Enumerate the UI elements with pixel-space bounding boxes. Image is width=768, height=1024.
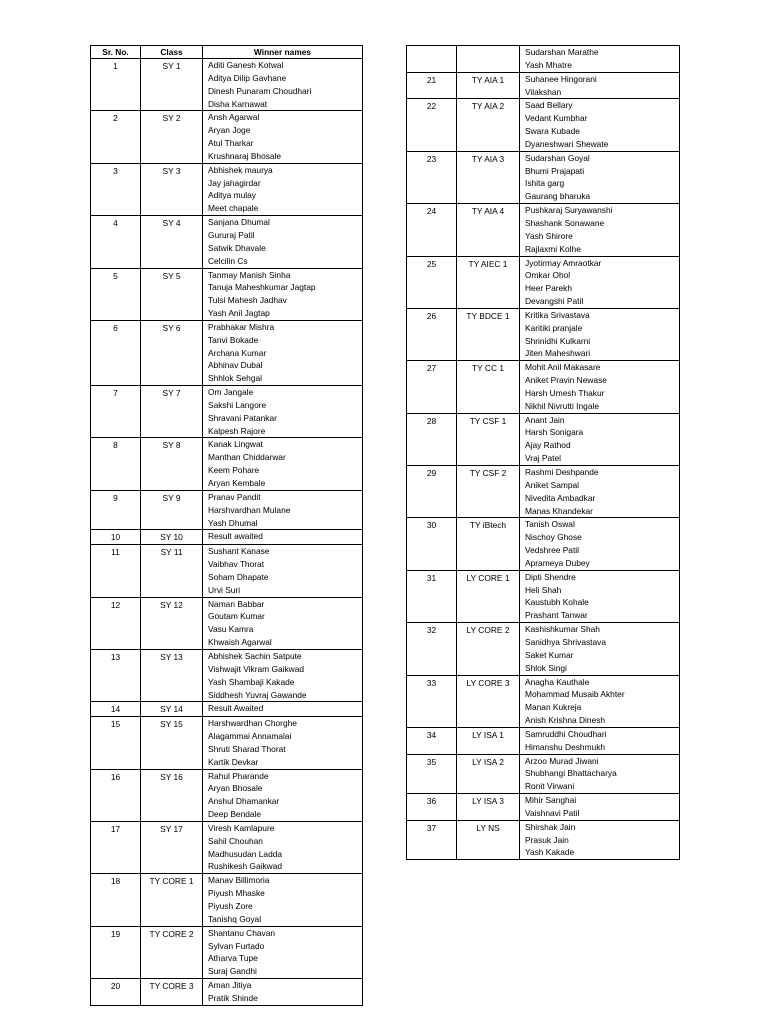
winner-name: Samruddhi Choudhari	[525, 728, 607, 739]
winner-names-cell	[203, 163, 363, 215]
sr-no-cell: 25	[407, 256, 457, 308]
class-cell: SY 17	[141, 821, 203, 873]
winner-name: Manan Kukreja	[525, 702, 582, 713]
table-row	[407, 727, 680, 754]
table-row	[407, 820, 680, 860]
sr-no-cell: 36	[407, 794, 457, 821]
winner-name: Kanak Lingwat	[208, 439, 263, 450]
winner-names-cell	[203, 769, 363, 821]
winner-names-cell	[520, 623, 680, 675]
table-row	[91, 490, 363, 530]
class-cell: SY 9	[141, 490, 203, 530]
class-cell: SY 14	[141, 702, 203, 717]
winner-names-cell	[520, 820, 680, 860]
winner-name: Kalpesh Rajore	[208, 425, 266, 436]
class-cell: TY AIEC 1	[457, 256, 520, 308]
table-row	[91, 438, 363, 490]
winner-name: Prabhakar Mishra	[208, 321, 275, 332]
table-row	[91, 59, 363, 111]
winner-name: Sanidhya Shrivastava	[525, 636, 607, 647]
winner-names-cell	[203, 490, 363, 530]
winner-name: Jay jahagirdar	[208, 177, 261, 188]
winner-name: Rajlaxmi Kolhe	[525, 243, 581, 254]
class-cell: SY 15	[141, 717, 203, 769]
winner-name: Jyotirmay Amraotkar	[525, 257, 602, 268]
table-row	[407, 570, 680, 622]
sr-no-cell: 19	[91, 926, 141, 978]
winner-name: Mohit Anil Makasare	[525, 362, 601, 373]
winner-names-cell	[203, 717, 363, 769]
table-row	[407, 466, 680, 518]
sr-no-cell: 9	[91, 490, 141, 530]
winner-name: Tanish Oswal	[525, 519, 575, 530]
winner-name: Sushant Kanase	[208, 546, 270, 557]
winner-name: Goutam Kumar	[208, 611, 265, 622]
winner-name: Naman Babbar	[208, 598, 265, 609]
sr-no-cell: 37	[407, 820, 457, 860]
winner-name: Mohammad Musaib Akhter	[525, 689, 625, 700]
class-cell: SY 2	[141, 111, 203, 163]
table-row	[407, 46, 680, 73]
winner-names-cell	[203, 268, 363, 320]
winner-names-cell	[520, 151, 680, 203]
winner-name: Sudarshan Marathe	[525, 47, 599, 57]
winner-name: Abhishek Sachin Satpute	[208, 650, 302, 661]
winner-names-cell	[203, 649, 363, 701]
winner-name: Aryan Kembale	[208, 478, 266, 488]
winner-names-cell	[203, 216, 363, 268]
table-row	[407, 72, 680, 99]
class-cell: SY 7	[141, 386, 203, 438]
winner-name: Harsh Sonigara	[525, 427, 584, 438]
winner-name: Ronit Virwani	[525, 781, 575, 792]
winner-name: Rahul Pharande	[208, 770, 269, 781]
winner-name: Tulsi Mahesh Jadhav	[208, 295, 287, 306]
winner-names-cell	[203, 545, 363, 597]
class-cell: TY AIA 1	[457, 72, 520, 99]
sr-no-cell: 5	[91, 268, 141, 320]
table-row	[91, 717, 363, 769]
winner-name: Vaishnavi Patil	[525, 807, 580, 818]
winner-name: Result awaited	[208, 531, 263, 542]
winner-name: Abhinav Dubal	[208, 360, 263, 371]
winner-name: Urvi Suri	[208, 584, 241, 595]
sr-no-cell	[407, 46, 457, 73]
sr-no-cell: 20	[91, 979, 141, 1006]
winner-names-cell	[520, 256, 680, 308]
sr-no-cell: 35	[407, 754, 457, 794]
winner-names-cell	[203, 874, 363, 926]
table-row	[407, 794, 680, 821]
class-cell: TY CORE 3	[141, 979, 203, 1006]
winner-name: Yash Anil Jagtap	[208, 308, 270, 319]
winner-name: Manthan Chiddarwar	[208, 452, 286, 463]
winner-names-cell	[203, 530, 363, 545]
class-cell: TY AIA 2	[457, 99, 520, 151]
winner-name: Nischoy Ghose	[525, 532, 582, 543]
winner-name: Disha Karnawat	[208, 98, 268, 109]
class-cell: SY 6	[141, 320, 203, 385]
header-sr-no: Sr. No.	[91, 46, 141, 59]
winner-name: Vasu Kamra	[208, 624, 254, 635]
winner-names-cell	[520, 204, 680, 256]
sr-no-cell: 26	[407, 308, 457, 360]
winner-name: Soham Dhapate	[208, 571, 269, 582]
winner-name: Kashishkumar Shah	[525, 624, 600, 635]
sr-no-cell: 28	[407, 413, 457, 465]
table-row	[91, 649, 363, 701]
winner-name: Yash Shirore	[525, 230, 573, 241]
sr-no-cell: 7	[91, 386, 141, 438]
sr-no-cell: 29	[407, 466, 457, 518]
table-row	[407, 151, 680, 203]
winner-name: Yash Shambaji Kakade	[208, 676, 295, 687]
winner-name: Rashmi Deshpande	[525, 467, 599, 477]
winner-name: Sylvan Furtado	[208, 940, 265, 951]
winner-name: Shlok Singi	[525, 662, 567, 673]
table-row	[407, 256, 680, 308]
winner-name: Bhumi Prajapati	[525, 165, 585, 176]
winner-names-cell	[203, 597, 363, 649]
winner-names-cell	[203, 979, 363, 1006]
winner-name: Anish Krishna Dinesh	[525, 715, 606, 726]
winner-name: Omkar Ohol	[525, 270, 571, 281]
winner-name: Harshwardhan Chorghe	[208, 718, 297, 729]
sr-no-cell: 15	[91, 717, 141, 769]
winner-name: Manas Khandekar	[525, 505, 593, 516]
sr-no-cell: 21	[407, 72, 457, 99]
winner-name: Om Jangale	[208, 387, 254, 398]
winner-name: Prasuk Jain	[525, 834, 569, 845]
table-row	[91, 769, 363, 821]
sr-no-cell: 32	[407, 623, 457, 675]
winner-names-cell	[203, 320, 363, 385]
table-row	[91, 926, 363, 978]
table-row	[91, 163, 363, 215]
table-row	[91, 979, 363, 1006]
winner-name: Shrinidhi Kulkarni	[525, 335, 591, 346]
winner-name: Viresh Kamlapure	[208, 822, 275, 833]
winner-name: Piyush Zore	[208, 901, 253, 911]
winner-name: Yash Dhumal	[208, 517, 258, 528]
winner-name: Vaibhav Thorat	[208, 559, 265, 570]
table-row	[91, 874, 363, 926]
winner-name: Swara Kubade	[525, 126, 580, 137]
table-row	[407, 413, 680, 465]
winner-name: Khwaish Agarwal	[208, 637, 272, 648]
sr-no-cell: 12	[91, 597, 141, 649]
winner-name: Pratik Shinde	[208, 992, 258, 1003]
sr-no-cell: 33	[407, 675, 457, 727]
winner-names-cell	[520, 361, 680, 413]
class-cell: TY AIA 3	[457, 151, 520, 203]
winner-name: Nikhil Nivrutti Ingale	[525, 400, 600, 411]
winner-name: Abhishek maurya	[208, 164, 273, 175]
class-cell: SY 13	[141, 649, 203, 701]
winner-name: Ishita garg	[525, 178, 565, 189]
winner-name: Manav Billimoria	[208, 875, 270, 886]
winner-name: Yash Kakade	[525, 847, 575, 858]
class-cell: LY ISA 3	[457, 794, 520, 821]
class-cell: TY CSF 1	[457, 413, 520, 465]
table-row	[407, 204, 680, 256]
winner-name: Aditya mulay	[208, 190, 256, 201]
winner-name: Anagha Kauthale	[525, 676, 590, 687]
winner-name: Krushnaraj Bhosale	[208, 150, 282, 161]
winner-name: Celcilin Cs	[208, 255, 248, 266]
class-cell	[457, 46, 520, 73]
table-row	[91, 821, 363, 873]
class-cell: TY CORE 2	[141, 926, 203, 978]
sr-no-cell: 18	[91, 874, 141, 926]
winner-name: Vedshree Patil	[525, 545, 580, 556]
sr-no-cell: 1	[91, 59, 141, 111]
winner-name: Result Awaited	[208, 703, 264, 714]
sr-no-cell: 24	[407, 204, 457, 256]
winner-name: Sanjana Dhumal	[208, 217, 270, 228]
winner-name: Harshvardhan Mulane	[208, 504, 291, 515]
winner-name: Anshul Dhamankar	[208, 796, 280, 807]
winner-names-cell	[520, 46, 680, 73]
sr-no-cell: 13	[91, 649, 141, 701]
table-row	[407, 361, 680, 413]
table-row	[91, 530, 363, 545]
winner-name: Tanmay Manish Sinha	[208, 269, 291, 280]
winner-name: Alagammai Annamalai	[208, 731, 292, 742]
class-cell: TY CC 1	[457, 361, 520, 413]
winner-name: Madhusudan Ladda	[208, 848, 283, 859]
table-row	[91, 268, 363, 320]
table-row	[91, 320, 363, 385]
sr-no-cell: 34	[407, 727, 457, 754]
winner-name: Yash Mhatre	[525, 59, 572, 70]
winner-names-cell	[203, 821, 363, 873]
winner-name: Tanishq Goyal	[208, 913, 262, 924]
winners-table-right	[406, 45, 680, 860]
table-row	[91, 216, 363, 268]
winner-name: Aryan Bhosale	[208, 783, 263, 794]
winner-name: Anant Jain	[525, 414, 565, 425]
winner-name: Sakshi Langore	[208, 399, 267, 410]
winner-name: Saad Bellary	[525, 100, 573, 111]
left-table-body	[91, 59, 363, 1006]
winner-name: Shantanu Chavan	[208, 927, 276, 938]
winner-names-cell	[520, 99, 680, 151]
winner-name: Karitiki pranjale	[525, 322, 583, 333]
sr-no-cell: 2	[91, 111, 141, 163]
winner-name: Aprameya Dubey	[525, 557, 590, 568]
winner-names-cell	[203, 926, 363, 978]
winner-name: Saket Kumar	[525, 649, 574, 660]
class-cell: TY BDCE 1	[457, 308, 520, 360]
winner-name: Jiten Maheshwari	[525, 348, 591, 359]
winner-name: Ansh Agarwal	[208, 112, 260, 123]
sr-no-cell: 4	[91, 216, 141, 268]
winner-names-cell	[520, 72, 680, 99]
winner-name: Mihir Sanghai	[525, 795, 577, 806]
winner-name: Keem Pohare	[208, 465, 260, 476]
winner-names-cell	[520, 413, 680, 465]
winner-names-cell	[203, 59, 363, 111]
winner-name: Atul Tharkar	[208, 138, 254, 149]
sr-no-cell: 27	[407, 361, 457, 413]
header-class: Class	[141, 46, 203, 59]
winner-name: Atharva Tupe	[208, 953, 258, 964]
winner-name: Ajay Rathod	[525, 440, 571, 451]
winner-name: Nivedita Ambadkar	[525, 492, 596, 503]
class-cell: TY iBtech	[457, 518, 520, 570]
winner-name: Heer Parekh	[525, 283, 573, 294]
winner-name: Shashank Sonawane	[525, 217, 605, 228]
winner-name: Vraj Patel	[525, 453, 561, 464]
table-row	[91, 386, 363, 438]
winner-name: Aniket Pravin Newase	[525, 375, 607, 386]
sr-no-cell: 10	[91, 530, 141, 545]
winner-name: Arzoo Murad Jiwani	[525, 755, 599, 766]
table-row	[91, 545, 363, 597]
winners-table-left	[90, 45, 363, 1006]
class-cell: SY 1	[141, 59, 203, 111]
winner-names-cell	[203, 438, 363, 490]
sr-no-cell: 8	[91, 438, 141, 490]
sr-no-cell: 16	[91, 769, 141, 821]
class-cell: LY NS	[457, 820, 520, 860]
table-row	[407, 518, 680, 570]
winner-names-cell	[203, 702, 363, 717]
sr-no-cell: 17	[91, 821, 141, 873]
winner-name: Piyush Mhaske	[208, 888, 265, 899]
winner-name: Rushikesh Gaikwad	[208, 861, 283, 872]
winner-name: Prashant Tanwar	[525, 610, 588, 621]
winner-name: Pranav Pandit	[208, 491, 261, 502]
winner-name: Aditi Ganesh Kotwal	[208, 60, 284, 70]
class-cell: TY CORE 1	[141, 874, 203, 926]
class-cell: SY 10	[141, 530, 203, 545]
table-row	[91, 111, 363, 163]
class-cell: LY CORE 3	[457, 675, 520, 727]
class-cell: LY ISA 1	[457, 727, 520, 754]
winner-name: Shravani Patankar	[208, 412, 277, 423]
class-cell: SY 12	[141, 597, 203, 649]
winner-name: Deep Bendale	[208, 809, 262, 820]
winner-name: Aryan Joge	[208, 125, 251, 136]
winner-name: Shruti Sharad Thorat	[208, 743, 286, 754]
sr-no-cell: 23	[407, 151, 457, 203]
winner-name: Vedant Kumbhar	[525, 113, 588, 124]
winner-name: Pushkaraj Suryawanshi	[525, 205, 613, 216]
winner-name: Suraj Gandhi	[208, 966, 257, 977]
winner-name: Vishwajit Vikram Gaikwad	[208, 663, 305, 674]
winner-name: Shirshak Jain	[525, 821, 576, 832]
header-row	[91, 46, 363, 59]
winner-name: Sudarshan Goyal	[525, 152, 590, 163]
winner-names-cell	[520, 794, 680, 821]
winner-name: Himanshu Deshmukh	[525, 741, 606, 752]
sr-no-cell: 3	[91, 163, 141, 215]
winner-names-cell	[520, 754, 680, 794]
class-cell: SY 8	[141, 438, 203, 490]
winner-name: Suhanee Hingorani	[525, 73, 597, 84]
winner-name: Dyaneshwari Shewate	[525, 138, 609, 149]
winner-names-cell	[520, 466, 680, 518]
class-cell: LY ISA 2	[457, 754, 520, 794]
table-row	[407, 623, 680, 675]
winner-name: Kartik Devkar	[208, 756, 259, 767]
class-cell: LY CORE 2	[457, 623, 520, 675]
class-cell: SY 3	[141, 163, 203, 215]
winner-names-cell	[203, 111, 363, 163]
winner-name: Gururaj Patil	[208, 229, 255, 240]
class-cell: TY CSF 2	[457, 466, 520, 518]
sr-no-cell: 14	[91, 702, 141, 717]
winner-name: Meet chapale	[208, 203, 259, 214]
table-row	[407, 308, 680, 360]
winner-name: Tanuja Maheshkumar Jagtap	[208, 282, 316, 293]
winner-name: Satwik Dhavale	[208, 242, 266, 253]
class-cell: LY CORE 1	[457, 570, 520, 622]
winner-name: Kaustubh Kohale	[525, 597, 589, 608]
table-row	[407, 99, 680, 151]
winner-name: Kritika Srivastava	[525, 309, 590, 320]
winner-name: Siddhesh Yuvraj Gawande	[208, 689, 307, 700]
winner-name: Tanvi Bokade	[208, 334, 259, 345]
winner-name: Dinesh Punaram Choudhari	[208, 85, 312, 96]
winner-names-cell	[520, 675, 680, 727]
class-cell: SY 4	[141, 216, 203, 268]
table-row	[407, 675, 680, 727]
table-row	[91, 597, 363, 649]
winner-name: Aditya Dilip Gavhane	[208, 72, 287, 83]
winner-name: Archana Kumar	[208, 347, 267, 358]
class-cell: SY 16	[141, 769, 203, 821]
winner-name: Sahil Chouhan	[208, 835, 263, 846]
winner-name: Shubhangi Bhattacharya	[525, 768, 617, 779]
sr-no-cell: 31	[407, 570, 457, 622]
winner-name: Devangshi Patil	[525, 296, 584, 307]
winner-name: Gaurang bharuka	[525, 191, 591, 202]
winner-names-cell	[520, 308, 680, 360]
winner-names-cell	[520, 727, 680, 754]
table-row	[407, 754, 680, 794]
sr-no-cell: 11	[91, 545, 141, 597]
winner-name: Vilakshan	[525, 86, 562, 97]
table-row	[91, 702, 363, 717]
winner-name: Harsh Umesh Thakur	[525, 387, 605, 398]
winner-name: Aman Jitiya	[208, 980, 252, 991]
winner-names-cell	[203, 386, 363, 438]
sr-no-cell: 6	[91, 320, 141, 385]
winner-name: Heli Shah	[525, 584, 562, 595]
class-cell: SY 5	[141, 268, 203, 320]
sr-no-cell: 22	[407, 99, 457, 151]
right-table-body	[407, 46, 680, 860]
winner-names-cell	[520, 518, 680, 570]
sr-no-cell: 30	[407, 518, 457, 570]
class-cell: SY 11	[141, 545, 203, 597]
winner-name: Aniket Sampal	[525, 479, 579, 490]
winner-names-cell	[520, 570, 680, 622]
header-winner-names: Winner names	[203, 46, 363, 59]
class-cell: TY AIA 4	[457, 204, 520, 256]
winner-name: Shhlok Sehgal	[208, 373, 263, 384]
winner-name: Dipti Shendre	[525, 571, 576, 582]
